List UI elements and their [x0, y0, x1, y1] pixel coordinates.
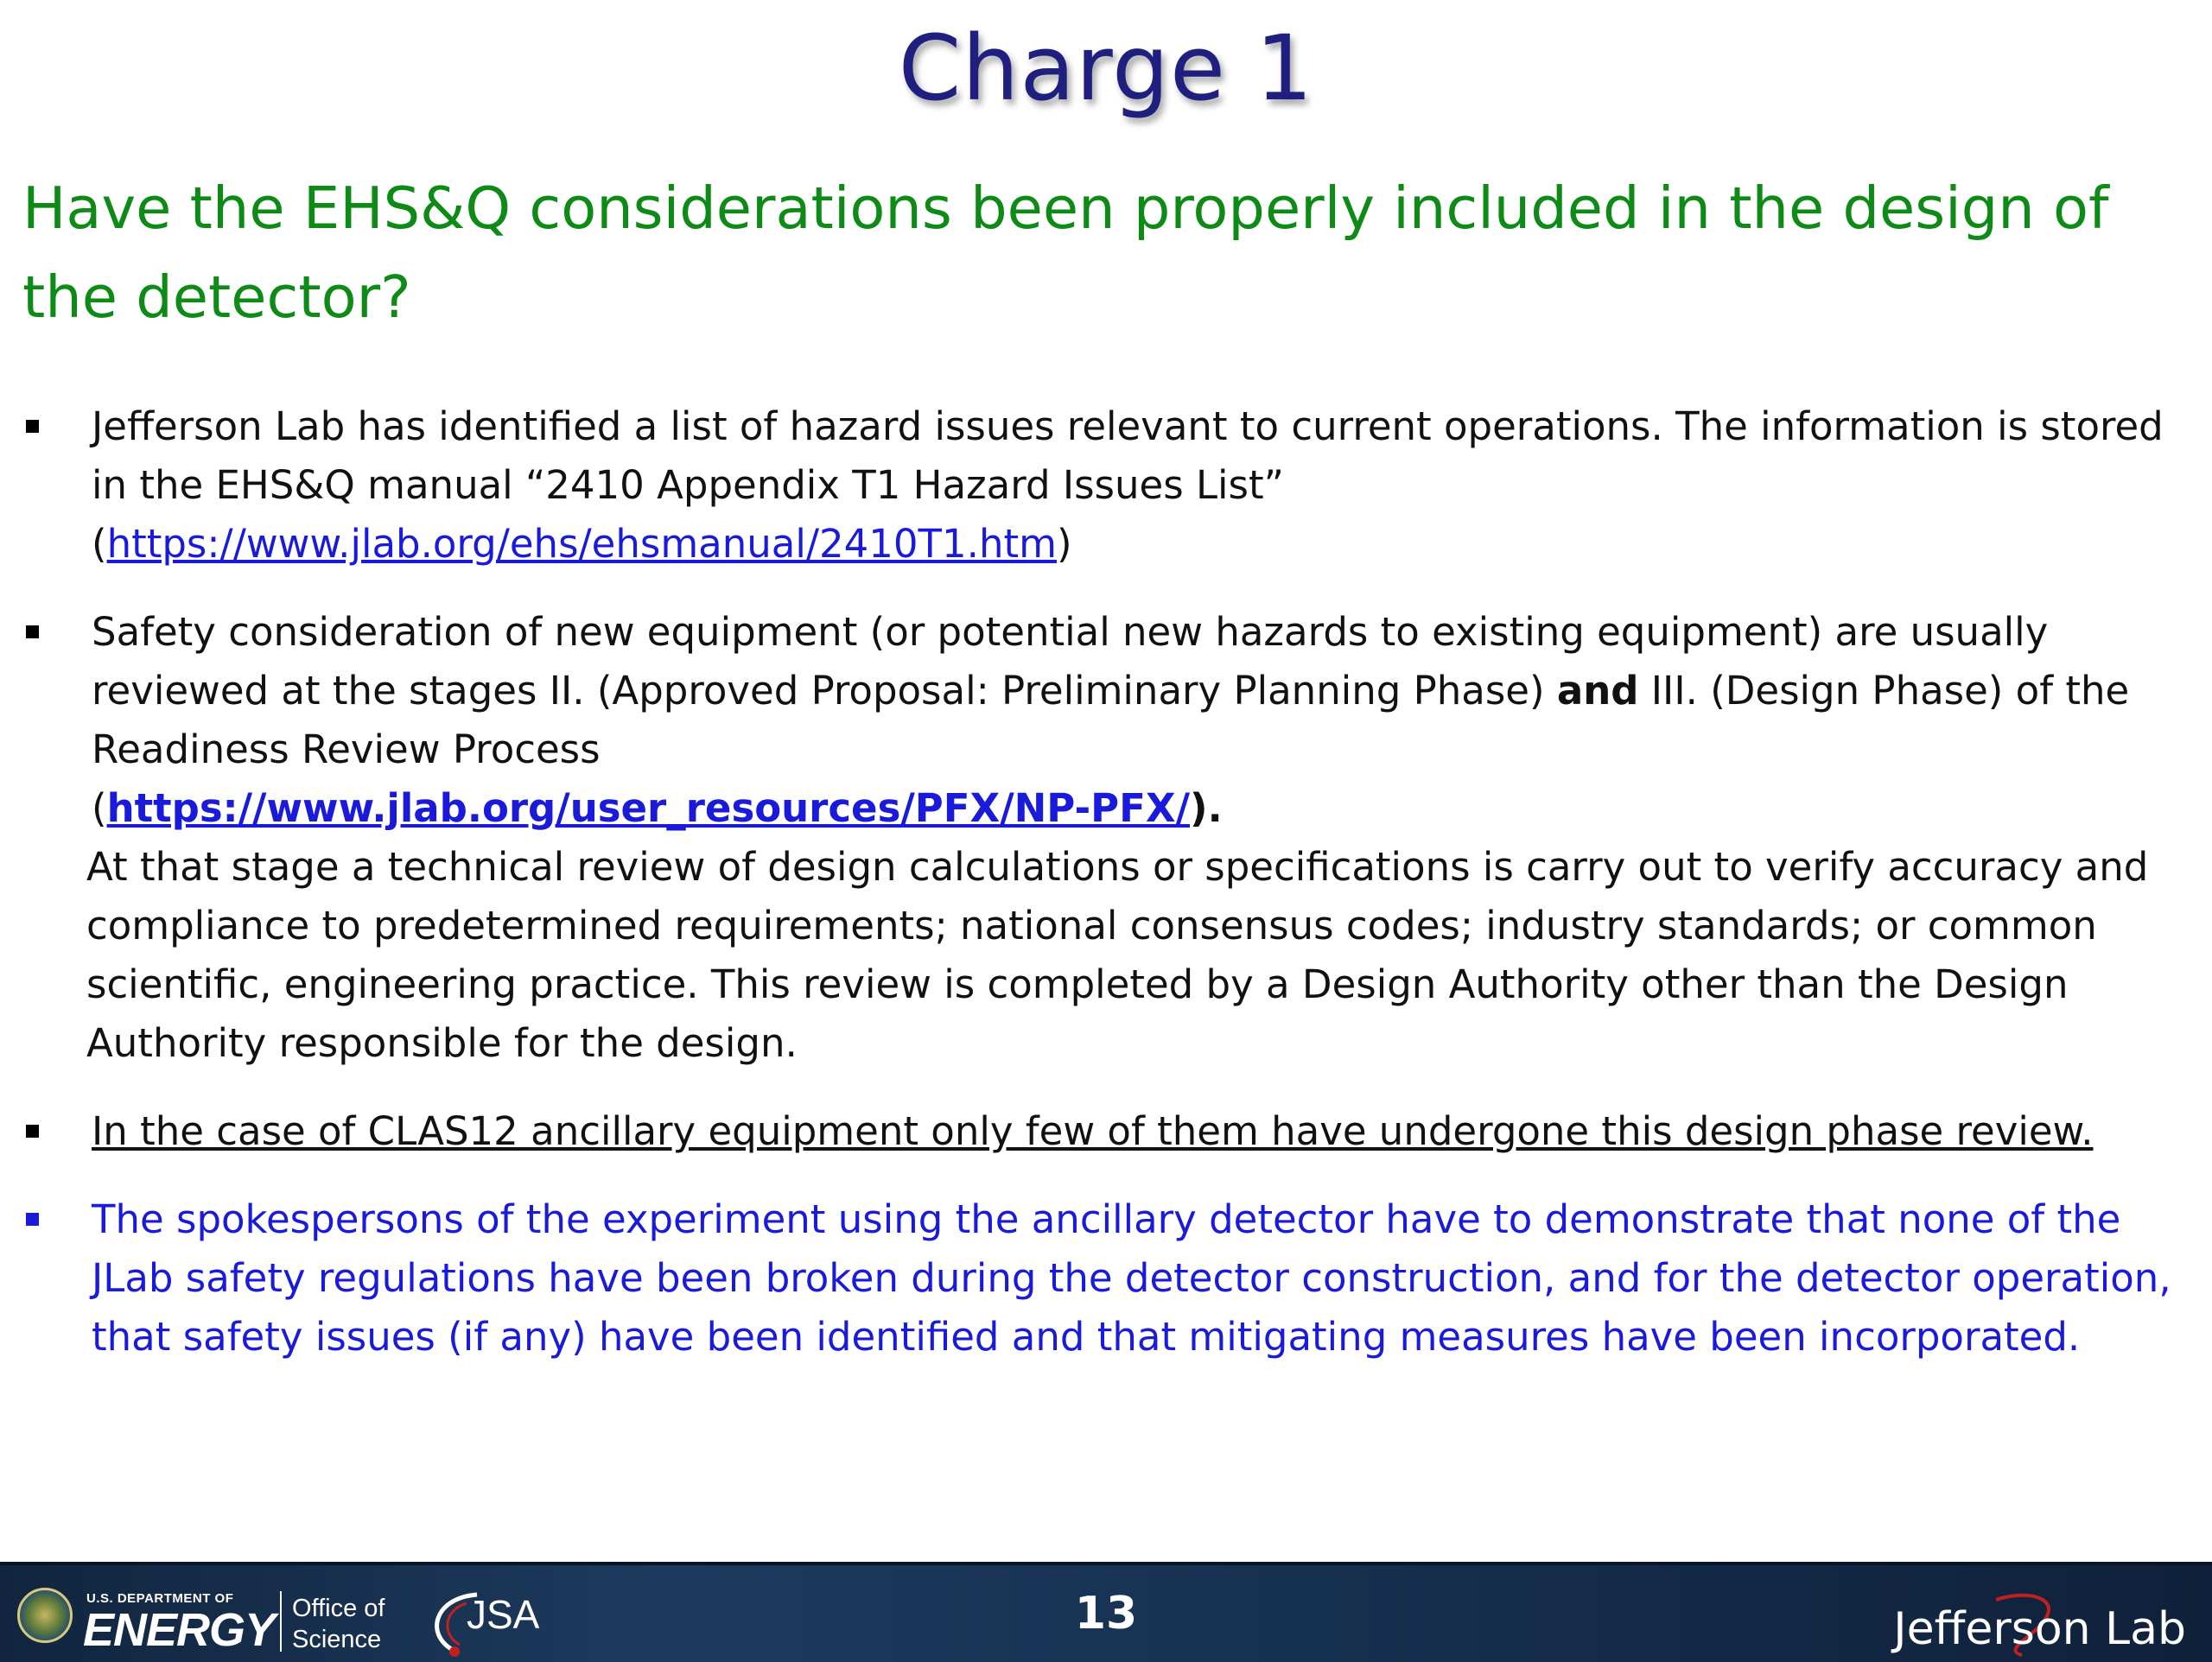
bold-and: and: [1556, 668, 1639, 714]
square-bullet-icon: [26, 420, 39, 433]
bullet-text: The spokespersons of the experiment using the ancillary detector have to demonstrate that none of the JLab safety regulations have been broken during the detector construction, and for the detector operation, that safety issues (if any) have been identified and that mitigating measures have been incorporated.: [92, 1196, 2171, 1360]
bullet-hazard-issues: [0, 397, 2212, 574]
paren-open: (: [92, 521, 107, 567]
paren-open: (: [92, 785, 107, 831]
square-bullet-icon: [26, 625, 39, 638]
doe-department-label: U.S. DEPARTMENT OF: [86, 1591, 234, 1606]
slide-title: Charge 1: [898, 16, 1314, 121]
slide-subtitle: Have the EHS&Q considerations been properly included in the design of the detector?: [22, 174, 2109, 331]
logo-divider: [280, 1591, 282, 1652]
bullet-text: In the case of CLAS12 ancillary equipment only few of them have undergone this design phase review.: [92, 1108, 2094, 1154]
jsa-logo-text: JSA: [467, 1592, 540, 1637]
bullet-text-continued: III. (Design Phase) of the Readiness Review Process: [92, 668, 2130, 772]
hazard-list-link[interactable]: https://www.jlab.org/ehs/ehsmanual/2410T1.htm: [106, 521, 1057, 567]
bullet-clas12: [0, 1102, 2212, 1161]
bullet-safety-consideration: [0, 603, 2212, 1073]
jefferson-lab-logo: Jefferson Lab: [1893, 1603, 2186, 1655]
doe-seal-icon: [17, 1588, 73, 1643]
bullet-text: Safety consideration of new equipment (or potential new hazards to existing equipment) are usually reviewed at the stages II. (Approved Proposal: Preliminary Planning Phase): [92, 609, 2049, 714]
doe-energy-logo: ENERGY: [83, 1604, 276, 1656]
office-of-science-label: Office of Science: [292, 1595, 385, 1653]
paren-close: ): [1056, 521, 1072, 567]
square-bullet-icon: [26, 1213, 39, 1226]
technical-review-paragraph: At that stage a technical review of design calculations or specifications is carry out to verify accuracy and compliance to predetermined requirements; national consensus codes; industry standards; or common scientific, engineering practice. This review is completed by a Design Authority other than the Design Authority responsible for the design.: [86, 844, 2149, 1066]
bullet-text: Jefferson Lab has identified a list of hazard issues relevant to current operations. The information is stored in the EHS&Q manual “2410 Appendix T1 Hazard Issues List”: [92, 403, 2164, 508]
square-bullet-icon: [26, 1125, 39, 1138]
bullet-spokespersons: [0, 1190, 2212, 1367]
footer-bar: [0, 1562, 2212, 1662]
bullet-list: [0, 397, 2212, 1367]
page-number: 13: [1074, 1588, 1138, 1640]
paren-close: ).: [1190, 785, 1223, 831]
readiness-review-link[interactable]: https://www.jlab.org/user_resources/PFX/NP-PFX/: [106, 785, 1191, 831]
